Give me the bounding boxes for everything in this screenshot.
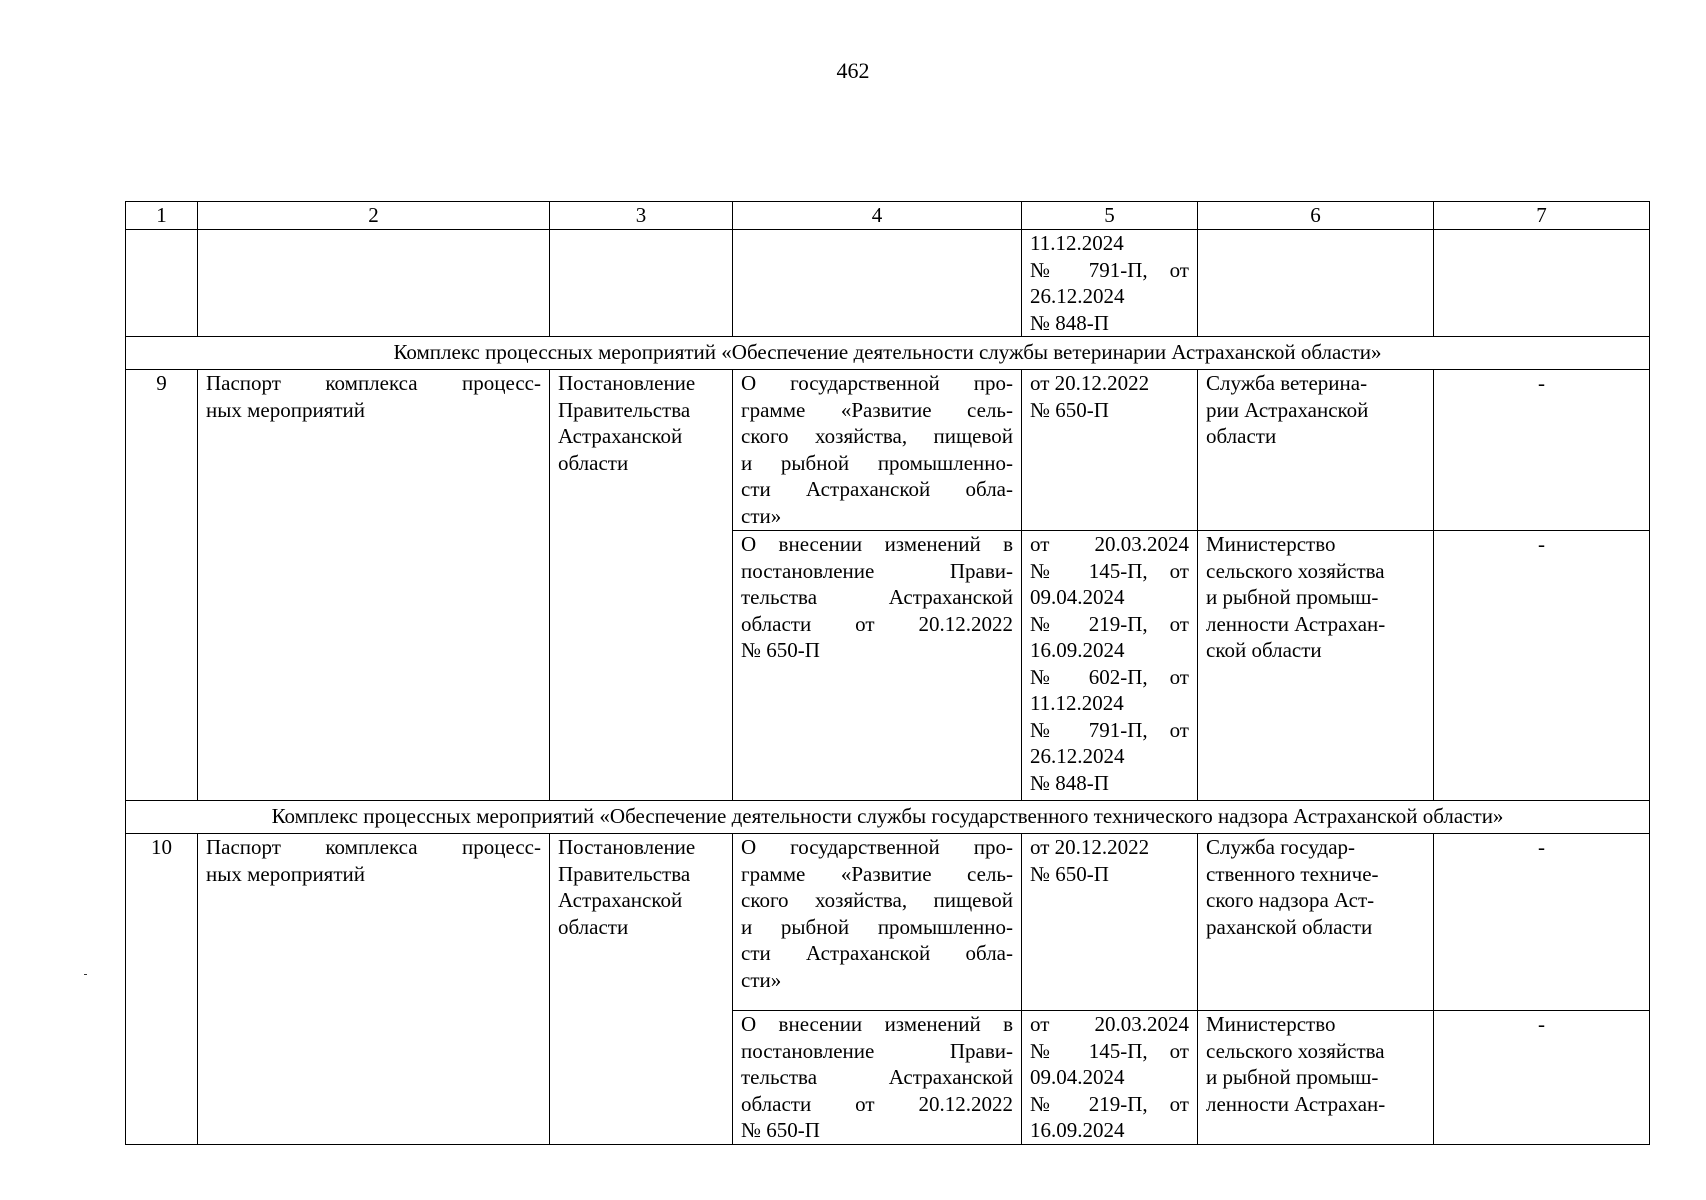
text-line: 16.09.2024 [1030, 638, 1125, 662]
text-line: Паспорт комплекса процесс- [206, 835, 541, 859]
text-line: ленности Астрахан- [1206, 611, 1386, 636]
text-line: Правительства [558, 397, 691, 422]
text-line: от 20.03.2024 [1030, 532, 1189, 556]
text-line: тельства Астраханской [741, 585, 1013, 609]
text-line: № 219-П, от [1030, 611, 1189, 636]
executor-cell [1198, 531, 1434, 801]
text-line: О государственной про- [741, 371, 1013, 395]
text-line: и рыбной промыш- [1206, 585, 1379, 609]
text-line: и рыбной промышленно- [741, 914, 1013, 939]
text-line: ского надзора Аст- [1206, 888, 1375, 912]
text-line: грамме «Развитие сель- [741, 397, 1013, 422]
text-line: постановление Прави- [741, 1038, 1013, 1063]
section-heading-row [126, 801, 1650, 834]
text-line: 26.12.2024 [1030, 284, 1125, 308]
act-details-cell [1022, 834, 1198, 1011]
page-number: 462 [836, 58, 870, 83]
text-line: № 848-П [1030, 310, 1109, 335]
text-line: Служба ветерина- [1206, 371, 1368, 395]
text-line: О внесении изменений в [741, 1012, 1013, 1036]
document-type-cell [550, 834, 733, 1145]
note-cell: - [1434, 531, 1650, 801]
text-line: О внесении изменений в [741, 532, 1013, 556]
column-header-7: 7 [1434, 202, 1650, 230]
text-line: Служба государ- [1206, 835, 1356, 859]
table-cell [198, 230, 550, 337]
text-line: грамме «Развитие сель- [741, 861, 1013, 886]
text-line: Министерство [1206, 1012, 1336, 1036]
text-line: № 791-П, от [1030, 257, 1189, 282]
text-line: области [558, 914, 629, 939]
act-details-cell [1022, 230, 1198, 337]
text-line: № 219-П, от [1030, 1091, 1189, 1116]
text-line: и рыбной промышленно- [741, 450, 1013, 475]
text-line: Постановление [558, 835, 696, 859]
text-line: тельства Астраханской [741, 1065, 1013, 1089]
note-cell: - [1434, 834, 1650, 1011]
column-header-6: 6 [1198, 202, 1434, 230]
text-line: ленности Астрахан- [1206, 1091, 1386, 1116]
table-cell [1434, 230, 1650, 337]
text-line: 09.04.2024 [1030, 585, 1125, 609]
note-cell: - [1434, 370, 1650, 531]
note-cell: - [1434, 1011, 1650, 1145]
text-line: 11.12.2024 [1030, 691, 1124, 715]
text-line: № 848-П [1030, 770, 1109, 795]
act-title-cell [733, 531, 1022, 801]
column-header-5: 5 [1022, 202, 1198, 230]
section-heading-row [126, 337, 1650, 370]
continuation-row [126, 230, 1650, 337]
text-line: ных мероприятий [206, 861, 365, 886]
executor-cell [1198, 834, 1434, 1011]
text-line: области [558, 450, 629, 475]
row-number: 10 [126, 834, 198, 1145]
text-line: О государственной про- [741, 835, 1013, 859]
document-type-cell [550, 370, 733, 801]
text-line: 09.04.2024 [1030, 1065, 1125, 1089]
executor-cell [1198, 1011, 1434, 1145]
text-line: 11.12.2024 [1030, 231, 1124, 255]
text-line: и рыбной промыш- [1206, 1065, 1379, 1089]
text-line: раханской области [1206, 914, 1373, 939]
text-line: сти» [741, 967, 782, 992]
text-line: области [1206, 424, 1277, 448]
text-line: Астраханской [558, 424, 683, 448]
text-line: 16.09.2024 [1030, 1118, 1125, 1142]
act-title-cell [733, 370, 1022, 531]
text-line: № 145-П, от [1030, 558, 1189, 583]
act-title-cell [733, 834, 1022, 1011]
text-line: от 20.03.2024 [1030, 1012, 1189, 1036]
text-line: ского хозяйства, пищевой [741, 888, 1013, 912]
section-title: Комплекс процессных мероприятий «Обеспечение деятельности службы государственного технического надзора Астраханской области» [126, 801, 1650, 834]
text-line: области от 20.12.2022 [741, 1091, 1013, 1116]
text-line: 26.12.2024 [1030, 744, 1125, 768]
text-line: сельского хозяйства [1206, 1038, 1385, 1063]
text-line: ской области [1206, 638, 1322, 662]
text-line: Постановление [558, 371, 696, 395]
text-line: № 650-П [1030, 861, 1109, 886]
text-line: сти Астраханской обла- [741, 477, 1013, 501]
text-line: от 20.12.2022 [1030, 835, 1150, 859]
column-header-4: 4 [733, 202, 1022, 230]
header-row [126, 202, 1650, 230]
executor-cell [1198, 370, 1434, 531]
text-line: № 791-П, от [1030, 717, 1189, 742]
column-header-3: 3 [550, 202, 733, 230]
text-line: Астраханской [558, 888, 683, 912]
text-line: № 602-П, от [1030, 664, 1189, 689]
registry-table [125, 201, 1650, 1145]
text-line: № 650-П [741, 1118, 820, 1142]
section-title: Комплекс процессных мероприятий «Обеспечение деятельности службы ветеринарии Астраханской области» [126, 337, 1650, 370]
table-row [126, 834, 1650, 1011]
table-cell [733, 230, 1022, 337]
table-cell [1198, 230, 1434, 337]
text-line: Паспорт комплекса процесс- [206, 371, 541, 395]
act-title-cell [733, 1011, 1022, 1145]
text-line: ственного техниче- [1206, 861, 1379, 886]
column-header-2: 2 [198, 202, 550, 230]
text-line: Правительства [558, 861, 691, 886]
text-line: сельского хозяйства [1206, 558, 1385, 583]
text-line: Министерство [1206, 532, 1336, 556]
text-line: области от 20.12.2022 [741, 611, 1013, 636]
table-cell [550, 230, 733, 337]
text-line: от 20.12.2022 [1030, 371, 1150, 395]
text-line: № 145-П, от [1030, 1038, 1189, 1063]
stray-mark [84, 974, 87, 975]
text-line: рии Астраханской [1206, 397, 1369, 422]
act-details-cell [1022, 531, 1198, 801]
text-line: № 650-П [1030, 397, 1109, 422]
text-line: сти» [741, 503, 782, 528]
act-details-cell [1022, 370, 1198, 531]
text-line: сти Астраханской обла- [741, 941, 1013, 965]
document-name-cell [198, 370, 550, 801]
row-number: 9 [126, 370, 198, 801]
table-cell [126, 230, 198, 337]
act-details-cell [1022, 1011, 1198, 1145]
text-line: № 650-П [741, 638, 820, 662]
table-row [126, 370, 1650, 531]
text-line: ных мероприятий [206, 397, 365, 422]
text-line: постановление Прави- [741, 558, 1013, 583]
column-header-1: 1 [126, 202, 198, 230]
text-line: ского хозяйства, пищевой [741, 424, 1013, 448]
document-name-cell [198, 834, 550, 1145]
